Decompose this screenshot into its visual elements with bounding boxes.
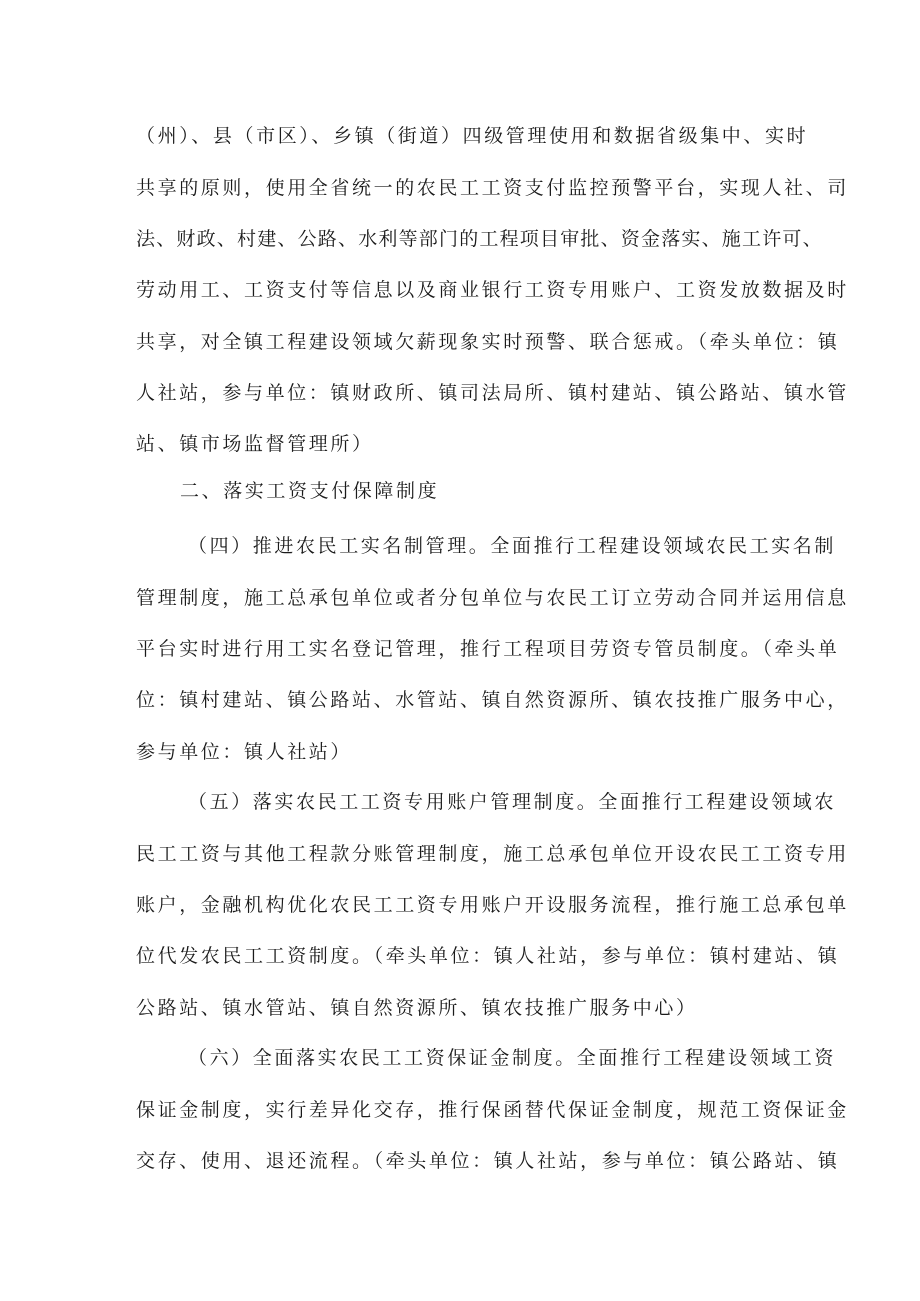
text-line: （六）全面落实农民工工资保证金制度。全面推行工程建设领域工资 [188,1047,837,1069]
text-line: 账户，金融机构优化农民工工资专用账户开设服务流程，推行施工总承包单 [136,894,849,916]
text-line: 共享的原则，使用全省统一的农民工工资支付监控预警平台，实现人社、司 [136,177,849,199]
text-line: 位：镇村建站、镇公路站、水管站、镇自然资源所、镇农技推广服务中心， [136,689,849,711]
text-line: 参与单位：镇人社站） [136,741,353,763]
text-line: 民工工资与其他工程款分账管理制度，施工总承包单位开设农民工工资专用 [136,843,849,865]
text-line: 公路站、镇水管站、镇自然资源所、镇农技推广服务中心） [136,997,698,1019]
text-line: 劳动用工、工资支付等信息以及商业银行工资专用账户、工资发放数据及时 [136,279,849,301]
text-line: （州）、县（市区）、乡镇（街道）四级管理使用和数据省级集中、实时 [136,125,809,147]
text-line: 交存、使用、退还流程。（牵头单位：镇人社站，参与单位：镇公路站、镇 [136,1150,840,1172]
text-line: 位代发农民工工资制度。（牵头单位：镇人社站，参与单位：镇村建站、镇 [136,945,840,967]
section-heading-text: 二、落实工资支付保障制度 [180,480,440,502]
text-line: 法、财政、村建、公路、水利等部门的工程项目审批、资金落实、施工许可、 [136,228,823,250]
text-line: 管理制度，施工总承包单位或者分包单位与农民工订立劳动合同并运用信息 [136,587,849,609]
text-line: 人社站，参与单位：镇财政所、镇司法局所、镇村建站、镇公路站、镇水管 [136,382,849,404]
text-line: 保证金制度，实行差异化交存，推行保函替代保证金制度，规范工资保证金 [136,1099,849,1121]
text-line: 平台实时进行用工实名登记管理，推行工程项目劳资专管员制度。（牵头单 [136,638,840,660]
text-line: 共享，对全镇工程建设领域欠薪现象实时预警、联合惩戒。（牵头单位：镇 [136,331,840,353]
text-line: 站、镇市场监督管理所） [136,433,374,455]
text-line: （四）推进农民工实名制管理。全面推行工程建设领域农民工实名制 [188,535,837,557]
text-line: （五）落实农民工工资专用账户管理制度。全面推行工程建设领域农 [188,791,837,813]
